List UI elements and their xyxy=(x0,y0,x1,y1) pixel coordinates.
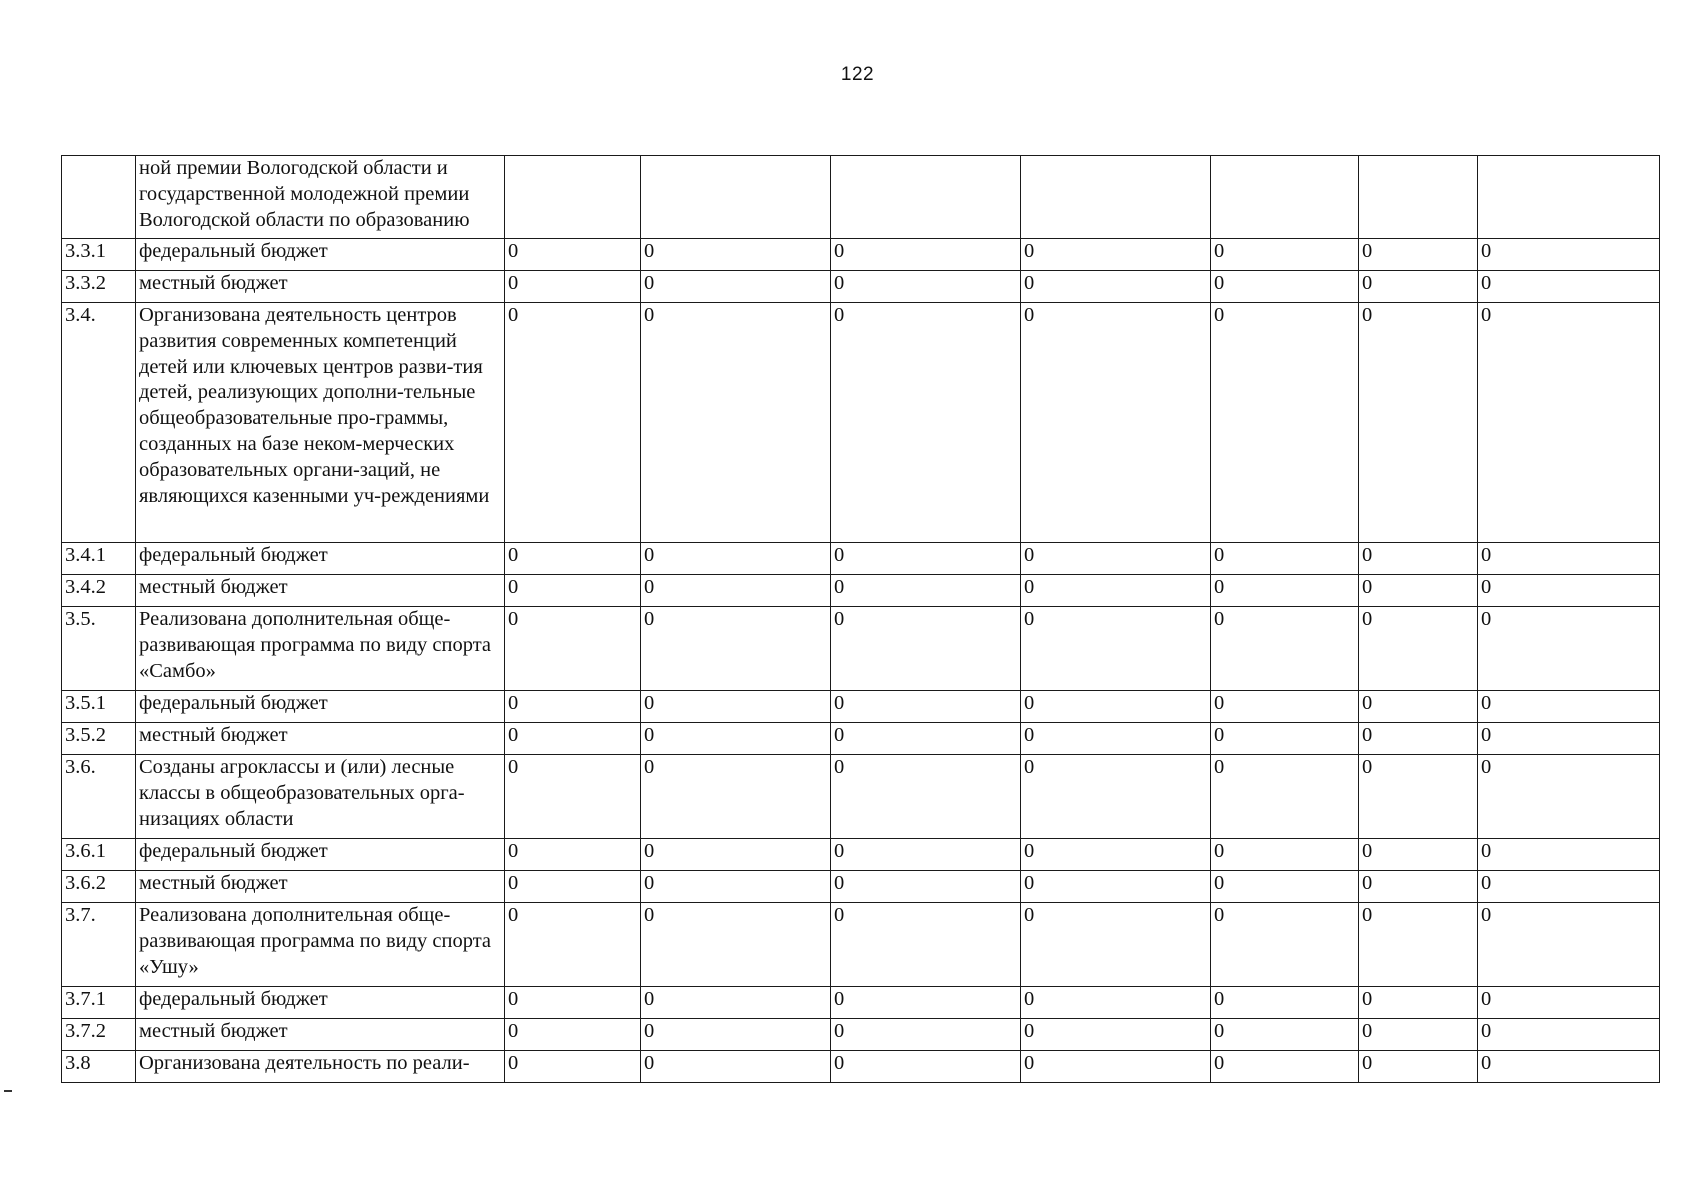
table-row xyxy=(62,156,1660,239)
row-number: 3.5.1 xyxy=(62,691,136,723)
row-number: 3.7. xyxy=(62,903,136,987)
value-cell xyxy=(1478,156,1660,239)
table-row xyxy=(62,903,1660,987)
value-cell: 0 xyxy=(641,607,831,691)
value-cell: 0 xyxy=(1211,987,1359,1019)
row-number: 3.6. xyxy=(62,755,136,839)
value-cell: 0 xyxy=(505,723,641,755)
value-cell: 0 xyxy=(1211,239,1359,271)
value-cell: 0 xyxy=(1359,271,1478,303)
value-cell: 0 xyxy=(1359,723,1478,755)
value-cell: 0 xyxy=(1021,839,1211,871)
value-cell: 0 xyxy=(1359,839,1478,871)
row-number: 3.8 xyxy=(62,1051,136,1083)
value-cell xyxy=(505,156,641,239)
row-number: 3.6.2 xyxy=(62,871,136,903)
value-cell: 0 xyxy=(1359,1051,1478,1083)
value-cell: 0 xyxy=(1021,303,1211,543)
value-cell: 0 xyxy=(1021,575,1211,607)
row-description: федеральный бюджет xyxy=(136,987,505,1019)
value-cell: 0 xyxy=(505,987,641,1019)
value-cell: 0 xyxy=(1359,575,1478,607)
row-number: 3.5.2 xyxy=(62,723,136,755)
value-cell: 0 xyxy=(1211,723,1359,755)
value-cell xyxy=(831,156,1021,239)
value-cell: 0 xyxy=(831,723,1021,755)
value-cell: 0 xyxy=(641,1019,831,1051)
value-cell: 0 xyxy=(641,239,831,271)
table-row xyxy=(62,239,1660,271)
value-cell: 0 xyxy=(641,755,831,839)
row-description: федеральный бюджет xyxy=(136,543,505,575)
value-cell: 0 xyxy=(505,755,641,839)
value-cell: 0 xyxy=(641,575,831,607)
value-cell: 0 xyxy=(831,1019,1021,1051)
value-cell: 0 xyxy=(1211,903,1359,987)
value-cell: 0 xyxy=(1478,543,1660,575)
value-cell: 0 xyxy=(1359,543,1478,575)
value-cell: 0 xyxy=(505,575,641,607)
value-cell: 0 xyxy=(505,1051,641,1083)
value-cell: 0 xyxy=(1359,987,1478,1019)
scan-mark xyxy=(4,1090,12,1092)
value-cell: 0 xyxy=(1478,755,1660,839)
value-cell: 0 xyxy=(1478,839,1660,871)
row-description: федеральный бюджет xyxy=(136,691,505,723)
table-row xyxy=(62,723,1660,755)
value-cell: 0 xyxy=(1211,607,1359,691)
value-cell: 0 xyxy=(1359,607,1478,691)
table-body xyxy=(62,156,1660,1083)
value-cell: 0 xyxy=(505,903,641,987)
value-cell: 0 xyxy=(505,303,641,543)
row-description: федеральный бюджет xyxy=(136,239,505,271)
value-cell: 0 xyxy=(505,691,641,723)
value-cell: 0 xyxy=(1021,755,1211,839)
value-cell: 0 xyxy=(831,903,1021,987)
value-cell: 0 xyxy=(1021,271,1211,303)
value-cell: 0 xyxy=(1211,1019,1359,1051)
value-cell: 0 xyxy=(831,575,1021,607)
value-cell: 0 xyxy=(1478,871,1660,903)
value-cell: 0 xyxy=(1211,303,1359,543)
value-cell: 0 xyxy=(1478,987,1660,1019)
budget-table xyxy=(61,155,1660,1083)
value-cell: 0 xyxy=(505,1019,641,1051)
value-cell xyxy=(1359,156,1478,239)
value-cell: 0 xyxy=(505,871,641,903)
value-cell: 0 xyxy=(831,543,1021,575)
value-cell: 0 xyxy=(1211,871,1359,903)
value-cell: 0 xyxy=(831,607,1021,691)
row-number: 3.7.1 xyxy=(62,987,136,1019)
value-cell xyxy=(1021,156,1211,239)
row-number: 3.3.1 xyxy=(62,239,136,271)
row-description: Реализована дополнительная обще-развивающая программа по виду спорта «Ушу» xyxy=(136,903,505,987)
value-cell: 0 xyxy=(1211,1051,1359,1083)
value-cell: 0 xyxy=(1478,1051,1660,1083)
row-number: 3.4.1 xyxy=(62,543,136,575)
row-description: федеральный бюджет xyxy=(136,839,505,871)
row-description: местный бюджет xyxy=(136,871,505,903)
value-cell: 0 xyxy=(505,239,641,271)
value-cell: 0 xyxy=(1359,871,1478,903)
table-row xyxy=(62,755,1660,839)
table-row xyxy=(62,691,1660,723)
value-cell: 0 xyxy=(1478,271,1660,303)
value-cell: 0 xyxy=(1021,543,1211,575)
value-cell: 0 xyxy=(505,271,641,303)
value-cell: 0 xyxy=(1478,903,1660,987)
value-cell: 0 xyxy=(1359,1019,1478,1051)
value-cell: 0 xyxy=(1211,271,1359,303)
value-cell: 0 xyxy=(1359,755,1478,839)
value-cell: 0 xyxy=(1478,239,1660,271)
value-cell: 0 xyxy=(1021,723,1211,755)
row-description: местный бюджет xyxy=(136,271,505,303)
value-cell: 0 xyxy=(505,839,641,871)
value-cell: 0 xyxy=(1021,871,1211,903)
value-cell: 0 xyxy=(1021,607,1211,691)
value-cell xyxy=(641,156,831,239)
value-cell: 0 xyxy=(831,839,1021,871)
value-cell: 0 xyxy=(1021,239,1211,271)
row-number xyxy=(62,156,136,239)
row-number: 3.7.2 xyxy=(62,1019,136,1051)
value-cell: 0 xyxy=(1211,691,1359,723)
value-cell: 0 xyxy=(641,303,831,543)
value-cell: 0 xyxy=(1478,691,1660,723)
value-cell: 0 xyxy=(641,871,831,903)
table-row xyxy=(62,303,1660,543)
value-cell: 0 xyxy=(641,691,831,723)
row-description: Созданы агроклассы и (или) лесные классы в общеобразовательных орга-низациях области xyxy=(136,755,505,839)
row-description: Организована деятельность по реали- xyxy=(136,1051,505,1083)
table-row xyxy=(62,575,1660,607)
value-cell: 0 xyxy=(1021,987,1211,1019)
row-description: местный бюджет xyxy=(136,575,505,607)
row-description: Организована деятельность центров развития современных компетенций детей или ключевых центров разви-тия детей, реализующих дополни-тельные общеобразовательные про-граммы, созданных на базе неком-мерческих образовательных органи-заций, не являющихся казенными уч-реждениями xyxy=(136,303,505,543)
table-row xyxy=(62,543,1660,575)
row-description: местный бюджет xyxy=(136,1019,505,1051)
table-row xyxy=(62,839,1660,871)
page-number: 122 xyxy=(840,64,875,85)
value-cell: 0 xyxy=(1211,543,1359,575)
value-cell: 0 xyxy=(641,1051,831,1083)
value-cell: 0 xyxy=(1211,839,1359,871)
value-cell: 0 xyxy=(1359,903,1478,987)
row-description: Реализована дополнительная обще-развивающая программа по виду спорта «Самбо» xyxy=(136,607,505,691)
value-cell: 0 xyxy=(1359,303,1478,543)
value-cell: 0 xyxy=(641,723,831,755)
table-row xyxy=(62,271,1660,303)
value-cell: 0 xyxy=(831,871,1021,903)
value-cell xyxy=(1211,156,1359,239)
value-cell: 0 xyxy=(831,691,1021,723)
value-cell: 0 xyxy=(1359,691,1478,723)
table-row xyxy=(62,871,1660,903)
value-cell: 0 xyxy=(1478,1019,1660,1051)
row-number: 3.6.1 xyxy=(62,839,136,871)
value-cell: 0 xyxy=(641,903,831,987)
value-cell: 0 xyxy=(1359,239,1478,271)
value-cell: 0 xyxy=(831,755,1021,839)
value-cell: 0 xyxy=(1478,303,1660,543)
value-cell: 0 xyxy=(831,271,1021,303)
value-cell: 0 xyxy=(1211,755,1359,839)
table-row xyxy=(62,1019,1660,1051)
value-cell: 0 xyxy=(1021,903,1211,987)
value-cell: 0 xyxy=(1021,691,1211,723)
value-cell: 0 xyxy=(1478,723,1660,755)
row-number: 3.4.2 xyxy=(62,575,136,607)
table-row xyxy=(62,987,1660,1019)
row-number: 3.4. xyxy=(62,303,136,543)
value-cell: 0 xyxy=(831,303,1021,543)
value-cell: 0 xyxy=(641,987,831,1019)
value-cell: 0 xyxy=(641,839,831,871)
value-cell: 0 xyxy=(1021,1051,1211,1083)
value-cell: 0 xyxy=(505,607,641,691)
table-row xyxy=(62,607,1660,691)
row-description: местный бюджет xyxy=(136,723,505,755)
value-cell: 0 xyxy=(505,543,641,575)
row-description: ной премии Вологодской области и государственной молодежной премии Вологодской области по образованию xyxy=(136,156,505,239)
value-cell: 0 xyxy=(1478,575,1660,607)
value-cell: 0 xyxy=(641,543,831,575)
value-cell: 0 xyxy=(641,271,831,303)
row-number: 3.5. xyxy=(62,607,136,691)
value-cell: 0 xyxy=(831,1051,1021,1083)
value-cell: 0 xyxy=(1478,607,1660,691)
value-cell: 0 xyxy=(831,987,1021,1019)
value-cell: 0 xyxy=(831,239,1021,271)
value-cell: 0 xyxy=(1211,575,1359,607)
row-number: 3.3.2 xyxy=(62,271,136,303)
table-row xyxy=(62,1051,1660,1083)
value-cell: 0 xyxy=(1021,1019,1211,1051)
